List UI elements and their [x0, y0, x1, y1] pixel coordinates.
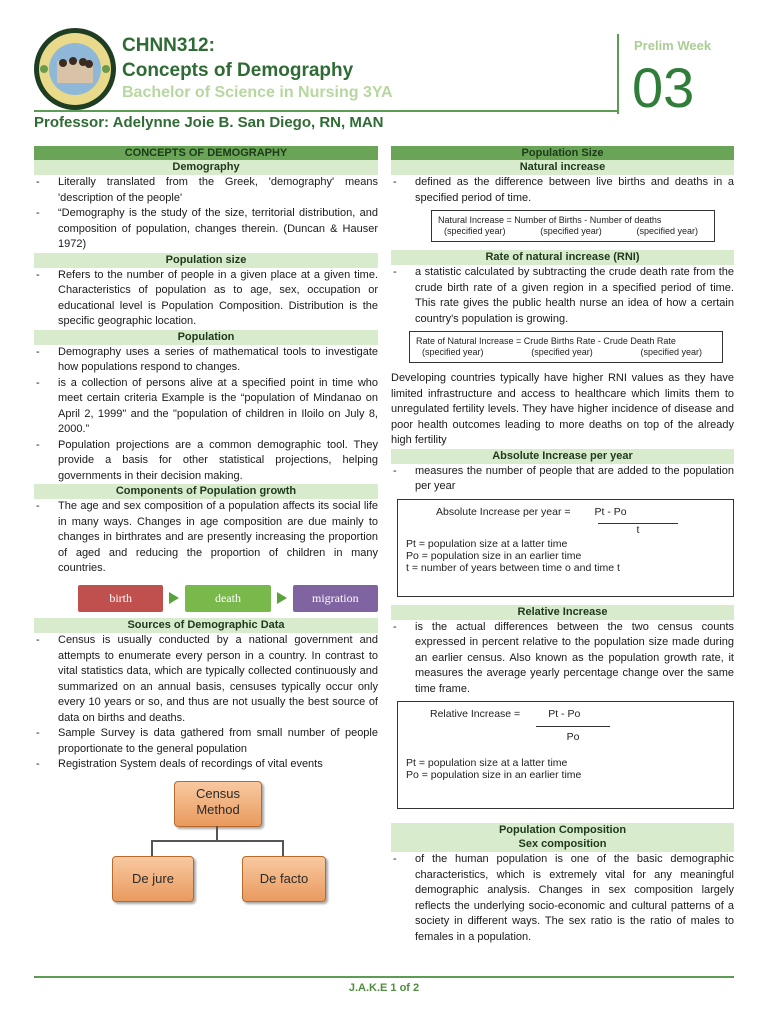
list-item: - of the human population is one of the basic demographic characteristics, which is extremely vital for any meaningful demographic analysis. Changes in sex composition largely reflects the underlying socio-economic and cultural patterns of a society in different ways. The sex ratio is the ratio of males to females in a population. — [391, 852, 734, 945]
heading-sources: Sources of Demographic Data — [34, 618, 378, 633]
natural-increase-list — [391, 175, 734, 206]
population-list — [34, 345, 378, 485]
arrow-right-icon — [169, 592, 179, 604]
section-band-population-composition: Population Composition — [391, 823, 734, 837]
rni-paragraph: Developing countries typically have higher RNI values as they have limited infrastructure and access to healthcare which limits them to unregulated fertility levels. They have higher incidence of disease and poor health outcomes leading to more deaths on top of the already high fertility — [391, 372, 734, 446]
list-item: - is the actual differences between the two census counts expressed in percent relative to the population size made during an earlier census. Also known as the population growth rate, it measures the average yearly percentage change over the same time frame. — [391, 620, 734, 698]
tree-connector — [151, 840, 284, 842]
formula-numerator: Pt - Po — [548, 708, 581, 720]
list-item: - Registration System deals of recordings of vital events — [34, 757, 378, 773]
header-divider-horizontal — [34, 110, 618, 112]
formula-note: (specified year) — [422, 347, 484, 357]
list-item: - is a collection of persons alive at a specified point in time who meet certain criteria Example is the “population of Mindanao on April 2, 1999" and the "population of children in Iloilo on July 8, 2000.” — [34, 376, 378, 438]
flow-death: death — [185, 585, 270, 613]
absolute-increase-list — [391, 464, 734, 495]
list-item: - a statistic calculated by subtracting the crude death rate from the crude birth rate of a given region in a specified period of time. This rate gives the public health nurse an idea of how a certain country's population is growing. — [391, 265, 734, 327]
right-column — [391, 146, 734, 945]
list-item: - Sample Survey is data gathered from small number of people proportionate to the general population — [34, 726, 378, 757]
jake-reviewer-logo — [33, 27, 117, 111]
course-code: CHNN312: — [122, 35, 215, 56]
absolute-increase-formula — [397, 499, 734, 597]
formula-definitions — [406, 538, 725, 574]
de-jure-box: De jure — [112, 856, 194, 902]
demography-list — [34, 175, 378, 253]
list-item: - Demography uses a series of mathematical tools to investigate how populations respond to changes. — [34, 345, 378, 376]
left-column — [34, 146, 378, 907]
list-item: - The age and sex composition of a population affects its social life in many ways. Changes in age composition are due mainly to changes in birthrates and are presently increasing the proportion of aged and reducing the proportion of children in many countries. — [34, 499, 378, 577]
formula-note: (specified year) — [640, 347, 702, 357]
formula-definition: Po = population size in an earlier time — [406, 769, 582, 781]
flow-birth: birth — [78, 585, 163, 613]
rni-formula — [409, 331, 723, 363]
natural-increase-formula — [431, 210, 715, 242]
prelim-week-label: Prelim Week — [634, 38, 712, 53]
formula-label: Relative Increase = — [430, 708, 521, 720]
formula-top — [406, 506, 725, 518]
formula-definition: Po = population size in an earlier time — [406, 549, 582, 562]
tree-connector — [216, 826, 218, 840]
census-method-line1: Census — [195, 785, 241, 801]
list-item: - “Demography is the study of the size, territorial distribution, and composition of population, changes therein. (Duncan & Hauser 1972) — [34, 206, 378, 253]
formula-denominator: t — [598, 523, 678, 536]
program-name: Bachelor of Science in Nursing 3YA — [122, 84, 393, 101]
formula-denominator: Po — [536, 726, 610, 743]
formula-notes — [438, 226, 708, 237]
list-item: - Refers to the number of people in a given place at a given time. Characteristics of population as to age, sex, occupation or educational level is Population Composition. Distribution is the specific geographic location. — [34, 268, 378, 330]
heading-absolute-increase: Absolute Increase per year — [391, 449, 734, 464]
heading-population-size: Population size — [34, 253, 378, 268]
components-list — [34, 499, 378, 577]
heading-components: Components of Population growth — [34, 484, 378, 499]
formula-definition: t = number of years between time o and time t — [406, 561, 620, 574]
header-divider-vertical — [617, 34, 619, 114]
section-band-concepts: CONCEPTS OF DEMOGRAPHY — [34, 146, 378, 160]
formula-note: (specified year) — [444, 226, 506, 236]
population-growth-flow — [78, 585, 378, 613]
sources-list — [34, 633, 378, 773]
heading-demography: Demography — [34, 160, 378, 175]
heading-sex-composition: Sex composition — [391, 837, 734, 852]
rni-list — [391, 265, 734, 327]
list-item: - measures the number of people that are added to the population per year — [391, 464, 734, 495]
formula-definition: Pt = population size at a latter time — [406, 537, 568, 550]
heading-rni: Rate of natural increase (RNI) — [391, 250, 734, 265]
heading-population: Population — [34, 330, 378, 345]
formula-top — [406, 708, 725, 720]
formula-label: Absolute Increase per year = — [436, 505, 571, 518]
population-size-list — [34, 268, 378, 330]
list-item: - Population projections are a common demographic tool. They provide a basis for other statistical projections, helping governments in their decision making. — [34, 438, 378, 485]
sex-composition-list — [391, 852, 734, 945]
formula-line: Rate of Natural Increase = Crude Births Rate - Crude Death Rate — [416, 336, 676, 346]
list-item: - defined as the difference between live births and deaths in a specified period of time. — [391, 175, 734, 206]
de-facto-box: De facto — [242, 856, 326, 902]
relative-increase-list — [391, 620, 734, 698]
formula-note: (specified year) — [636, 226, 698, 236]
section-band-population-size: Population Size — [391, 146, 734, 160]
week-number: 03 — [632, 56, 695, 119]
page-footer: J.A.K.E 1 of 2 — [348, 982, 420, 994]
arrow-right-icon — [277, 592, 287, 604]
list-item: - Literally translated from the Greek, 'demography' means 'description of the people' — [34, 175, 378, 206]
heading-natural-increase: Natural increase — [391, 160, 734, 175]
heading-relative-increase: Relative Increase — [391, 605, 734, 620]
formula-line: Natural Increase = Number of Births - Number of deaths — [438, 215, 662, 225]
formula-numerator: Pt - Po — [594, 505, 627, 518]
census-method-diagram — [118, 779, 318, 907]
formula-notes — [416, 347, 716, 358]
course-title: Concepts of Demography — [122, 60, 354, 81]
professor-name: Professor: Adelynne Joie B. San Diego, RN, MAN — [34, 114, 384, 131]
formula-note: (specified year) — [531, 347, 593, 357]
census-method-box — [174, 781, 262, 827]
tree-connector — [282, 840, 284, 856]
footer-divider — [34, 976, 734, 978]
formula-note: (specified year) — [540, 226, 602, 236]
page-header — [0, 0, 768, 140]
census-method-line2: Method — [196, 801, 240, 817]
list-item: - Census is usually conducted by a national government and attempts to enumerate every person in a country. In contrast to vital statistics data, which are typically collected continuously and summarized on an annual basis, censuses typically occur only every 10 years or so, and thus are not usually the best source of data on births and deaths. — [34, 633, 378, 726]
formula-definitions — [406, 757, 725, 781]
flow-migration: migration — [293, 585, 378, 613]
formula-definition: Pt = population size at a latter time — [406, 757, 568, 769]
tree-connector — [151, 840, 153, 856]
relative-increase-formula — [397, 701, 734, 809]
